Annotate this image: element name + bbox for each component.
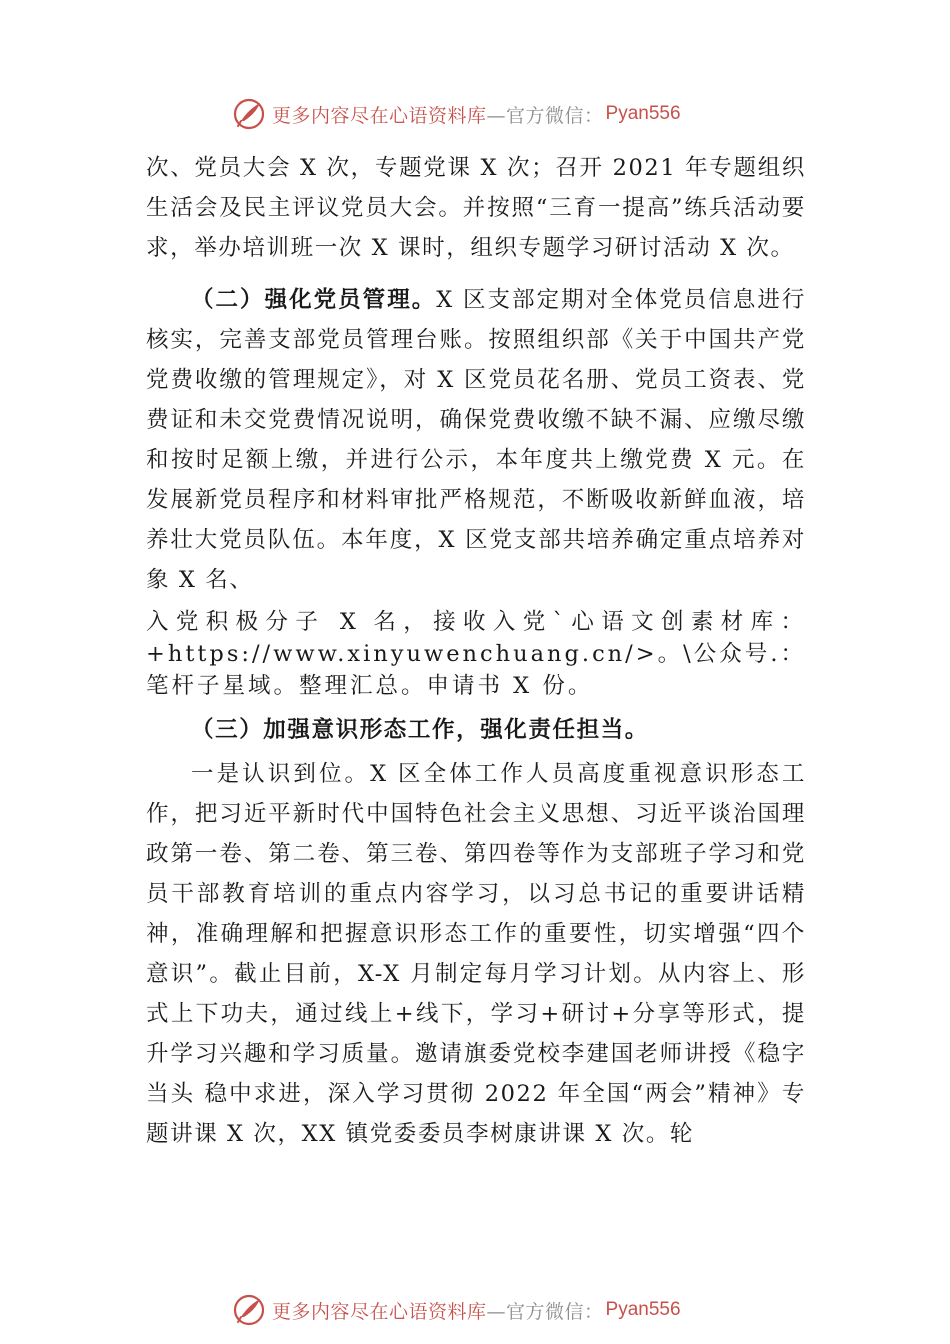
section-heading-3: （三）加强意识形态工作，强化责任担当。 (191, 717, 649, 743)
banner-text: 更多内容尽在心语资料库 (272, 104, 487, 127)
banner-wechat-id: Pyan556 (605, 103, 681, 124)
paragraph-text: X 区支部定期对全体党员信息进行核实，完善支部党员管理台账。按照组织部《关于中国共产党党费收缴的管理规定》，对 X 区党员花名册、党员工资表、党费证和未交党费情况说明，确保党费收缴不缺不漏、应缴尽缴和按时足额上缴，并进行公示，本年度共上缴党费 X 元。在发展新党员程序和材料审批严格规范，不断吸收新鲜血液，培养壮大党员队伍。本年度，X 区党支部共培养确定重点培养对象 X 名、 (146, 287, 806, 593)
paragraph-ideology-work: 一是认识到位。X 区全体工作人员高度重视意识形态工作，把习近平新时代中国特色社会主义思想、习近平谈治国理政第一卷、第二卷、第三卷、第四卷等作为支部班子学习和党员干部教育培训的重点内容学习，以习总书记的重要讲话精神，准确理解和把握意识形态工作的重要性，切实增强“四个意识”。截止目前，X-X 月制定每月学习计划。从内容上、形式上下功夫，通过线上+线下，学习+研讨+分享等形式，提升学习兴趣和学习质量。邀请旗委党校李建国老师讲授《稳字当头 稳中求进，深入学习贯彻 2022 年全国“两会”精神》专题讲课 X 次，XX 镇党委委员李树康讲课 X 次。轮 (146, 761, 806, 1147)
quill-pen-logo-icon (232, 1293, 266, 1327)
paragraph-activists: 入党积极分子 X 名，接收入党`心语文创素材库：+https://www.xinyuwenchuang.cn/>。\公众号.：笔杆子星域。整理汇总。申请书 X 份。 (146, 609, 806, 699)
banner-text: 更多内容尽在心语资料库 (272, 1300, 487, 1323)
section-heading-2: （二）强化党员管理。 (191, 287, 437, 313)
banner-wechat-id: Pyan556 (605, 1299, 681, 1320)
document-body (146, 148, 806, 1154)
banner-separator: —官方微信： (486, 1300, 604, 1323)
paragraph-party-member-management (146, 280, 806, 600)
footer-banner (232, 1290, 681, 1330)
paragraph-continuation: 次、党员大会 X 次，专题党课 X 次；召开 2021 年专题组织生活会及民主评议党员大会。并按照“三育一提高”练兵活动要求，举办培训班一次 X 课时，组织专题学习研讨活动 X 次。 (146, 155, 806, 261)
banner-separator: —官方微信： (486, 104, 604, 127)
header-banner (232, 94, 681, 134)
quill-pen-logo-icon (232, 97, 266, 131)
